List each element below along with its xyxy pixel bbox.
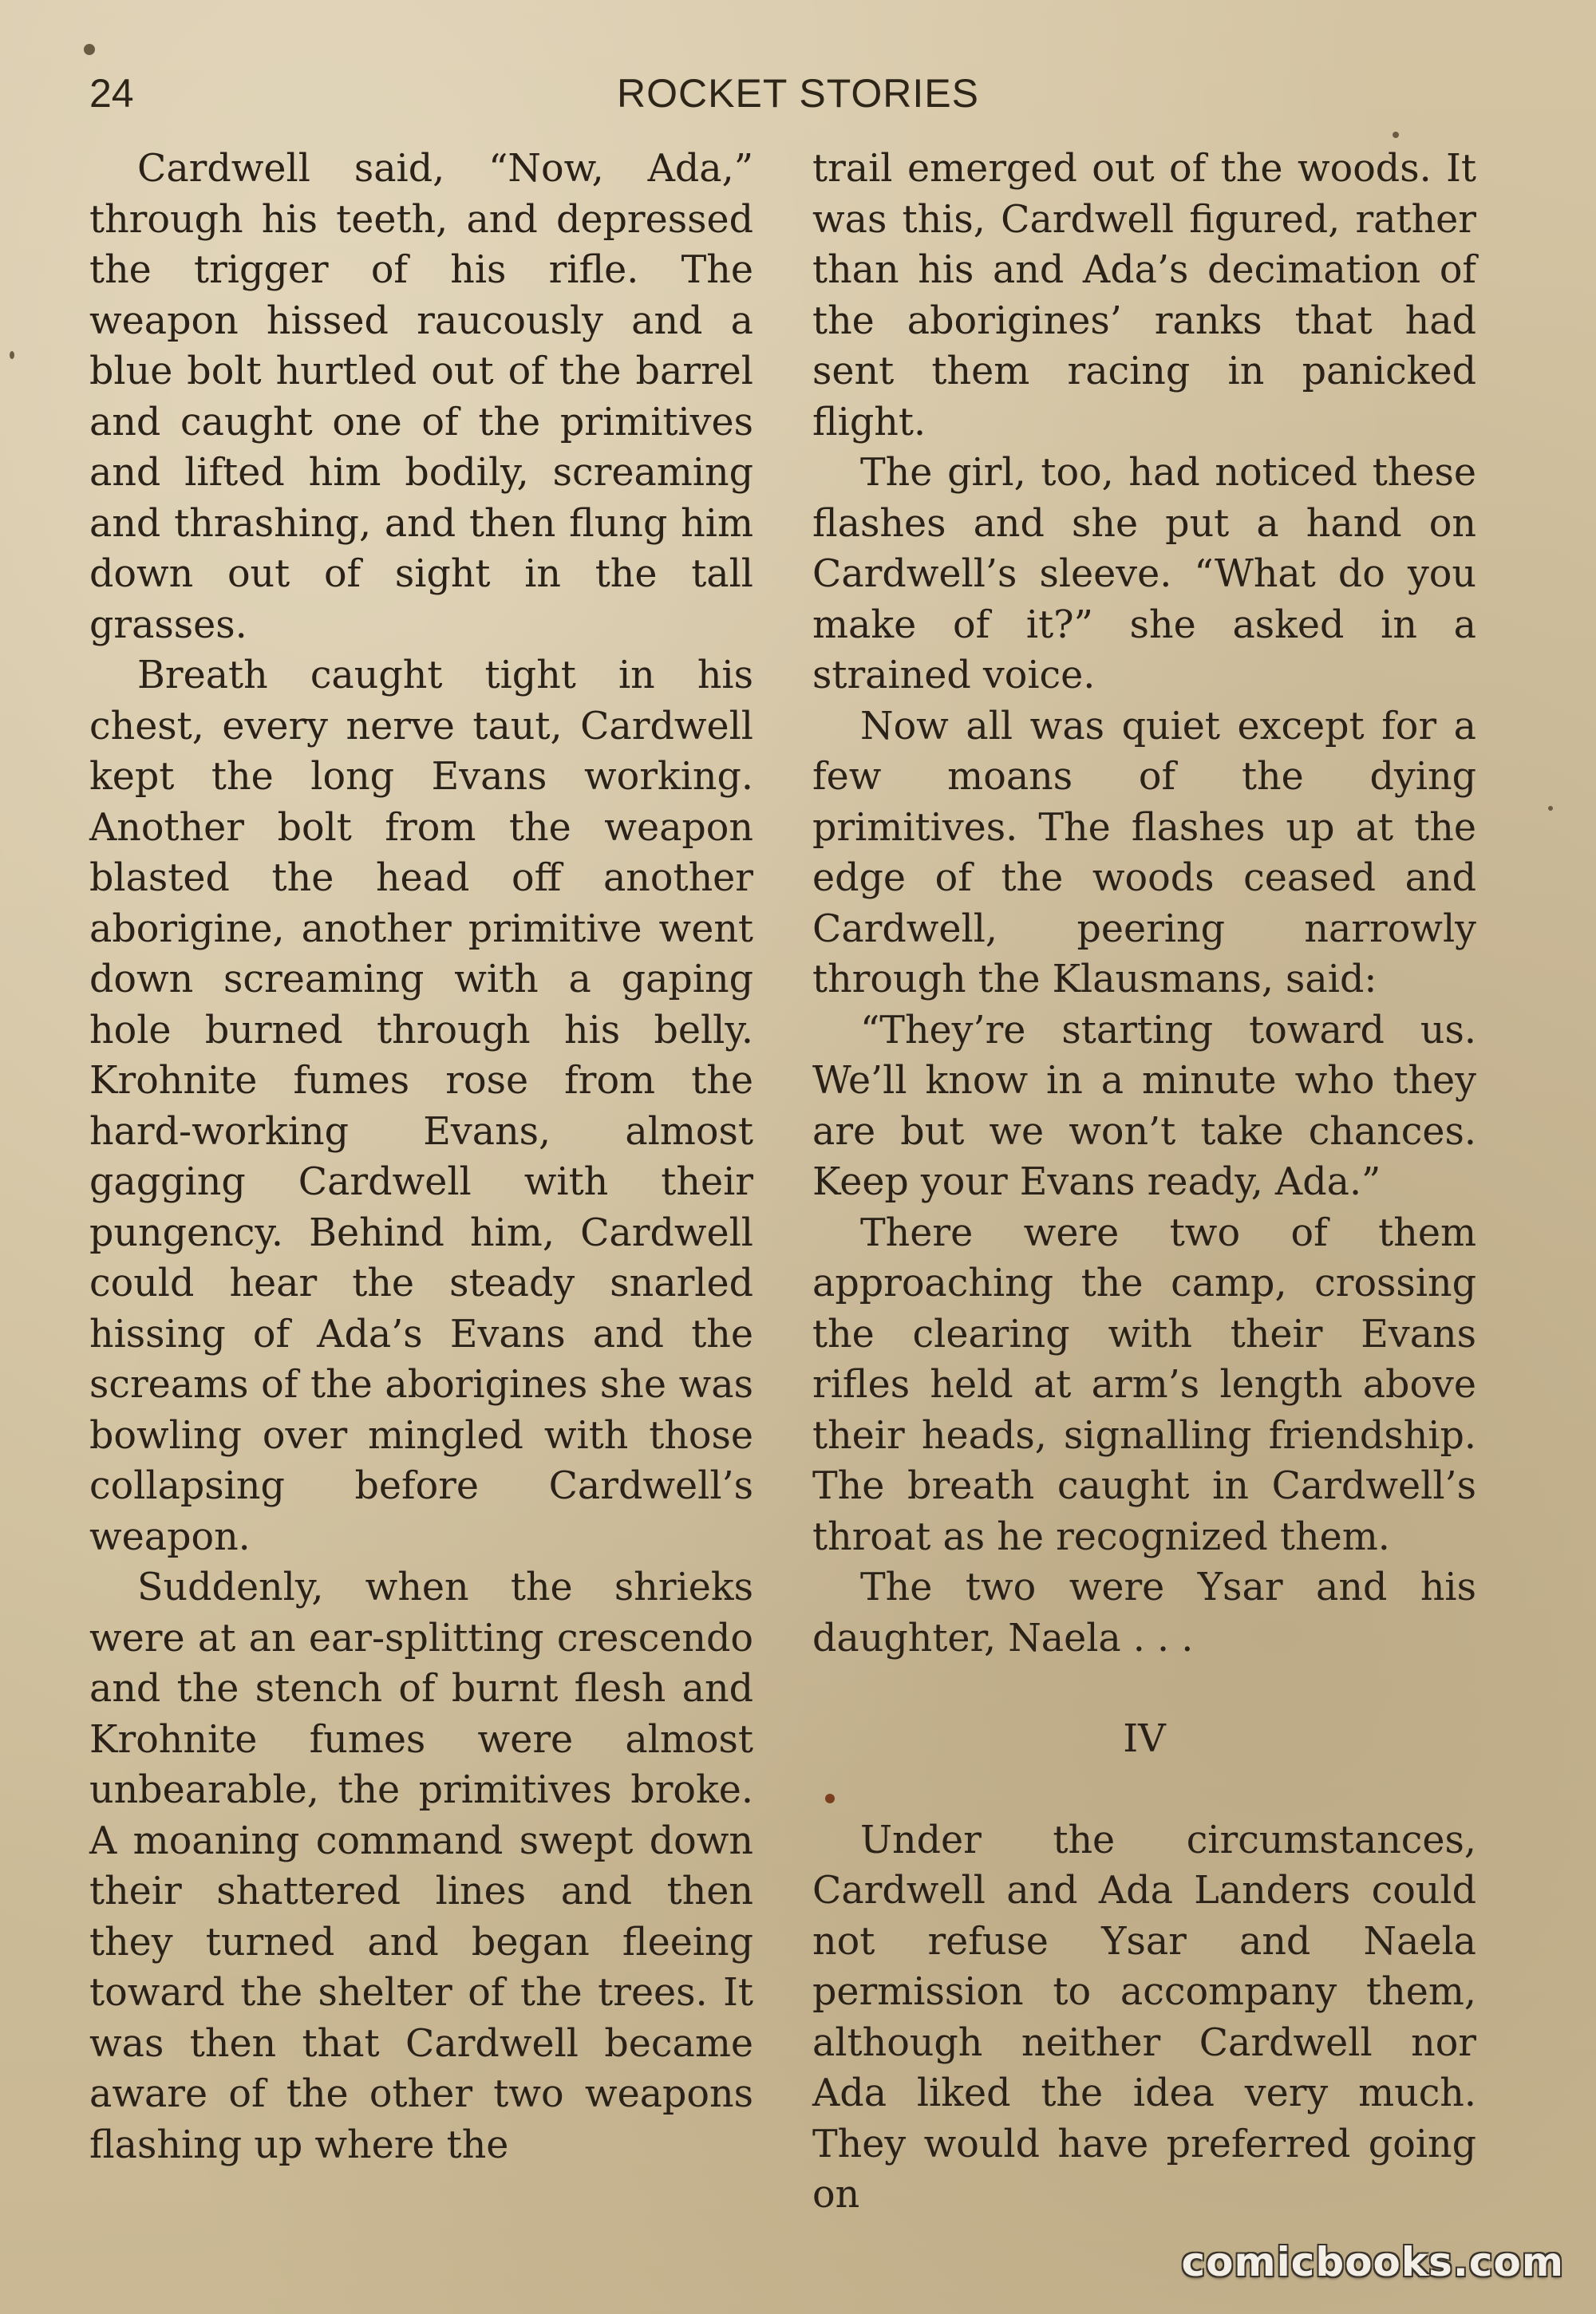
paragraph: Breath caught tight in his chest, every nerve taut, Cardwell kept the long Evans working. Another bolt from the weapon blasted the head off another aborigine, another primitive went down screaming with a gaping hole burned through his belly. Krohnite fumes rose from the hard-working Evans, almost gagging Cardwell with their pungency. Behind him, Cardwell could hear the steady snarled hissing of Ada’s Evans and the screams of the aborigines she was bowling over mingled with those collapsing before Cardwell’s weapon. <box>89 654 753 1559</box>
right-column <box>812 144 1476 2221</box>
ornament-dot-icon <box>825 1794 835 1803</box>
paper-speck <box>1548 806 1553 811</box>
continued-paragraph: trail emerged out of the woods. It was this, Cardwell figured, rather than his and Ada’s decimation of the aborigines’ ranks that had sent them racing in panicked flight. <box>812 147 1476 444</box>
paragraph: The two were Ysar and his daughter, Naela . . . <box>812 1566 1476 1660</box>
paragraph: The girl, too, had noticed these flashes and she put a hand on Cardwell’s sleeve. “What do you make of it?” she asked in a strained voice. <box>812 451 1476 697</box>
paragraph: “They’re starting toward us. We’ll know in a minute who they are but we won’t take chances. Keep your Evans ready, Ada.” <box>812 1008 1476 1204</box>
page-number: 24 <box>89 71 134 116</box>
paper-speck <box>84 44 95 55</box>
paragraph: Cardwell said, “Now, Ada,” through his teeth, and depressed the trigger of his rifle. The weapon hissed raucously and a blue bolt hurtled out of the barrel and caught one of the primitives and lifted him bodily, screaming and thrashing, and then flung him down out of sight in the tall grasses. <box>89 147 753 647</box>
page-header <box>89 70 1507 126</box>
paragraph: Now all was quiet except for a few moans of the dying primitives. The flashes up at the edge of the woods ceased and Cardwell, peering narrowly through the Klausmans, said: <box>812 704 1476 1001</box>
paper-speck <box>1393 132 1399 138</box>
paragraph: There were two of them approaching the camp, crossing the clearing with their Evans rifles held at arm’s length above their heads, signalling friendship. The breath caught in Cardwell’s throat as he recognized them. <box>812 1210 1476 1559</box>
running-title: ROCKET STORIES <box>617 71 979 116</box>
chapter-heading: IV <box>1123 1716 1166 1761</box>
paragraph: Suddenly, when the shrieks were at an ear-splitting crescendo and the stench of burnt flesh and Krohnite fumes were almost unbearable, the primitives broke. A moaning command swept down their shattered lines and then they turned and began fleeing toward the shelter of the trees. It was then that Cardwell became aware of the other two weapons flashing up where the <box>89 1566 753 2167</box>
paragraph: Under the circumstances, Cardwell and Ada Landers could not refuse Ysar and Naela permission to accompany them, although neither Cardwell nor Ada liked the idea very much. They would have preferred going on <box>812 1818 1476 2217</box>
paper-speck <box>10 351 14 359</box>
left-column <box>89 144 753 2170</box>
watermark-logo: comicbooks.com <box>1181 2239 1564 2285</box>
